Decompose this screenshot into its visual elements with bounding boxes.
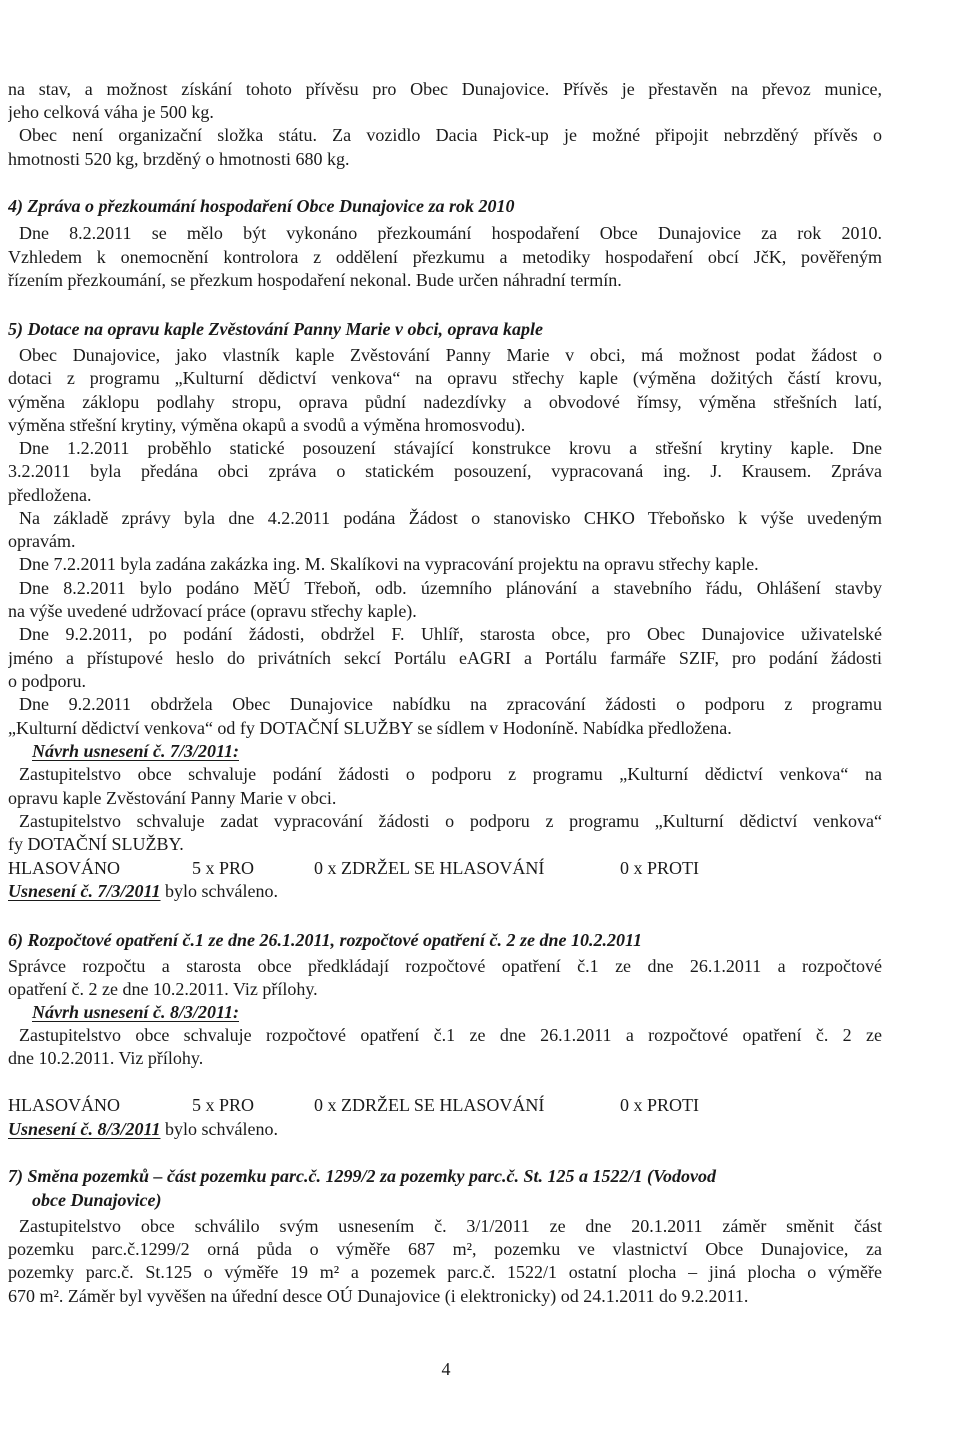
paragraph-line: opravám. — [8, 531, 76, 551]
paragraph-line: Obec Dunajovice, jako vlastník kaple Zvěstování Panny Marie v obci, má možnost podat žádost o — [19, 345, 882, 365]
paragraph-line: Dne 8.2.2011 se mělo být vykonáno přezkoumání hospodaření Obce Dunajovice za rok 2010. — [19, 223, 882, 243]
vote-label: HLASOVÁNO — [8, 1095, 120, 1115]
paragraph-line: Správce rozpočtu a starosta obce předkládají rozpočtové opatření č.1 ze dne 26.1.2011 a rozpočtové — [8, 956, 882, 976]
vote-label: HLASOVÁNO — [8, 858, 120, 878]
paragraph-line: jeho celková váha je 500 kg. — [8, 102, 214, 122]
paragraph-line: Na základě zprávy byla dne 4.2.2011 podána Žádost o stanovisko CHKO Třeboňsko k výše uvedeným — [19, 508, 882, 528]
paragraph-line: Dne 8.2.2011 bylo podáno MěÚ Třeboň, odb. územního plánování a stavebního řádu, Ohlášení stavby — [19, 578, 882, 598]
paragraph-line: na výše uvedené udržovací práce (opravu střechy kaple). — [8, 601, 417, 621]
paragraph-line: Dne 7.2.2011 byla zadána zakázka ing. M. Skalíkovi na vypracování projektu na opravu střechy kaple. — [19, 554, 759, 574]
resolution-proposal-title: Návrh usnesení č. 7/3/2011: — [32, 741, 240, 761]
vote-against: 0 x PROTI — [620, 858, 700, 878]
paragraph-line: hmotnosti 520 kg, brzděný o hmotnosti 680 kg. — [8, 149, 350, 169]
vote-result-row — [8, 857, 882, 881]
resolution-proposal-heading — [8, 1001, 239, 1024]
section-heading-5: 5) Dotace na opravu kaple Zvěstování Panny Marie v obci, oprava kaple — [8, 319, 543, 339]
paragraph-line: řízením přezkoumání, se přezkum hospodaření nekonal. Bude určen náhradní termín. — [8, 270, 622, 290]
resolution-status: bylo schváleno. — [165, 881, 278, 901]
paragraph-line: o podporu. — [8, 671, 86, 691]
paragraph-line: Dne 9.2.2011, po podání žádosti, obdržel F. Uhlíř, starosta obce, pro Obec Dunajovice uživatelské — [19, 624, 882, 644]
paragraph-line: fy DOTAČNÍ SLUŽBY. — [8, 834, 184, 854]
paragraph-line: „Kulturní dědictví venkova“ od fy DOTAČNÍ SLUŽBY se sídlem v Hodoníně. Nabídka předložena. — [8, 718, 732, 738]
paragraph-line: výměna záklopu podlahy stropu, oprava půdní nadezdívky a obvodové římsy, výměna střešních latí, — [8, 392, 882, 412]
vote-abstain: 0 x ZDRŽEL SE HLASOVÁNÍ — [314, 1095, 545, 1115]
section-heading-4: 4) Zpráva o přezkoumání hospodaření Obce Dunajovice za rok 2010 — [8, 196, 515, 216]
paragraph-line: Zastupitelstvo obce schvaluje rozpočtové opatření č.1 ze dne 26.1.2011 a rozpočtové opatření č. 2 ze — [19, 1025, 882, 1045]
paragraph-line: pozemku parc.č.1299/2 orná půda o výměře 687 m², pozemku ve vlastnictví Obce Dunajovice, za — [8, 1239, 882, 1259]
paragraph-line: 670 m². Záměr byl vyvěšen na úřední desce OÚ Dunajovice (i elektronicky) od 24.1.2011 do 9.2.2011. — [8, 1286, 749, 1306]
paragraph-line: Dne 1.2.2011 proběhlo statické posouzení stávající konstrukce krovu a střešní krytiny kaple. Dne — [19, 438, 882, 458]
resolution-status: bylo schváleno. — [165, 1119, 278, 1139]
paragraph-line: výměna střešní krytiny, výměna okapů a svodů a výměna hromosvodu). — [8, 415, 526, 435]
paragraph-line: dotaci z programu „Kulturní dědictví venkova“ na opravu střechy kaple (výměna dožitých částí krovu, — [8, 368, 882, 388]
paragraph-line: Zastupitelstvo obce schvaluje podání žádosti o podporu z programu „Kulturní dědictví venkova“ na — [19, 764, 882, 784]
paragraph-line: Vzhledem k onemocnění kontrolora z oddělení přezkumu a metodiky hospodaření obcí JčK, pověřeným — [8, 247, 882, 267]
resolution-number: Usnesení č. 8/3/2011 — [8, 1119, 161, 1139]
vote-against: 0 x PROTI — [620, 1095, 700, 1115]
paragraph-line: dne 10.2.2011. Viz přílohy. — [8, 1048, 204, 1068]
paragraph-line: Dne 9.2.2011 obdržela Obec Dunajovice nabídku na zpracování žádosti o podporu z programu — [19, 694, 882, 714]
paragraph-line: opravu kaple Zvěstování Panny Marie v obci. — [8, 788, 337, 808]
paragraph-line: Zastupitelstvo schvaluje zadat vypracování žádosti o podporu z programu „Kulturní dědictví venkova“ — [19, 811, 882, 831]
resolution-proposal-title: Návrh usnesení č. 8/3/2011: — [32, 1002, 240, 1022]
section-heading-6: 6) Rozpočtové opatření č.1 ze dne 26.1.2011, rozpočtové opatření č. 2 ze dne 10.2.2011 — [8, 930, 642, 950]
paragraph-line: Zastupitelstvo obce schválilo svým usnesením č. 3/1/2011 ze dne 20.1.2011 záměr směnit část — [19, 1216, 882, 1236]
paragraph-line: na stav, a možnost získání tohoto přívěsu pro Obec Dunajovice. Přívěs je přestavěn na převoz munice, — [8, 79, 882, 99]
paragraph-line: předložena. — [8, 485, 92, 505]
resolution-result — [8, 880, 882, 903]
page-number: 4 — [441, 1359, 451, 1379]
section-heading-7: 7) Směna pozemků – část pozemku parc.č. 1299/2 za pozemky parc.č. St. 125 a 1522/1 (Vodovod — [8, 1166, 716, 1186]
resolution-number: Usnesení č. 7/3/2011 — [8, 881, 161, 901]
section-heading-7-continued: obce Dunajovice) — [32, 1190, 162, 1210]
vote-abstain: 0 x ZDRŽEL SE HLASOVÁNÍ — [314, 858, 545, 878]
paragraph-line: opatření č. 2 ze dne 10.2.2011. Viz přílohy. — [8, 979, 318, 999]
vote-result-row — [8, 1094, 882, 1118]
vote-pro: 5 x PRO — [192, 1095, 255, 1115]
paragraph-line: 3.2.2011 byla předána obci zpráva o statickém posouzení, vypracovaná ing. J. Krausem. Zpráva — [8, 461, 882, 481]
paragraph-line: jméno a přístupové heslo do privátních sekcí Portálu eAGRI a Portálu farmáře SZIF, pro podání žádosti — [8, 648, 882, 668]
resolution-proposal-heading — [8, 740, 239, 763]
paragraph-line: Obec není organizační složka státu. Za vozidlo Dacia Pick-up je možné připojit nebrzděný přívěs o — [19, 125, 882, 145]
vote-pro: 5 x PRO — [192, 858, 255, 878]
paragraph-line: pozemky parc.č. St.125 o výměře 19 m² a pozemek parc.č. 1522/1 ostatní plocha – jiná plocha o výměře — [8, 1262, 882, 1282]
resolution-result — [8, 1118, 882, 1141]
